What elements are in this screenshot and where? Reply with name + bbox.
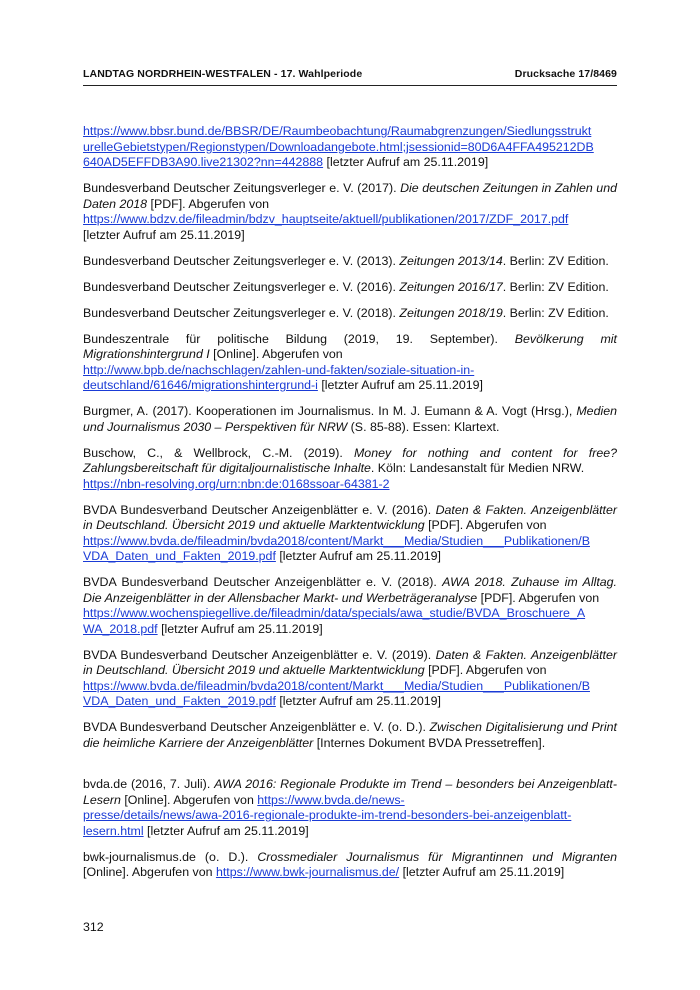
header-parliament: LANDTAG NORDRHEIN-WESTFALEN - 17. Wahlperiode <box>83 68 363 80</box>
reference-entry: bwk-journalismus.de (o. D.). Crossmedialer Journalismus für Migrantinnen und Migranten [Online]. Abgerufen von https://www.bwk-journalismus.de/ [letzter Aufruf am 25.11.2019] <box>83 849 617 879</box>
reference-title: Medien und Journalismus 2030 – Perspektiven für NRW <box>83 404 617 434</box>
reference-title: Bevölkerung mit Migrationshintergrund I <box>83 331 617 361</box>
reference-title: Daten & Fakten. Anzeigenblätter in Deutschland. Übersicht 2019 und aktuelle Marktentwicklung <box>83 502 617 532</box>
reference-link[interactable]: https://www.bvda.de/fileadmin/bvda2018/content/Markt___Media/Studien___Publikationen/B VDA_Daten_und_Fakten_2019.pdf <box>83 678 590 708</box>
reference-link[interactable]: https://www.bvda.de/news- presse/details/news/awa-2016-regionale-produkte-im-trend-besonders-bei-anzeigenblatt- lesern.html <box>83 792 572 838</box>
header-document-number: Drucksache 17/8469 <box>514 68 617 80</box>
reference-link[interactable]: https://www.bvda.de/fileadmin/bvda2018/content/Markt___Media/Studien___Publikationen/B VDA_Daten_und_Fakten_2019.pdf <box>83 533 590 563</box>
reference-access: [letzter Aufruf am 25.11.2019] <box>323 155 489 169</box>
reference-access: [letzter Aufruf am 25.11.2019] <box>275 694 441 708</box>
reference-title: AWA 2016: Regionale Produkte im Trend – besonders bei Anzeigenblatt-Lesern <box>83 777 617 807</box>
reference-title: Crossmedialer Journalismus für Migrantinnen und Migranten <box>257 849 617 864</box>
reference-link[interactable]: https://www.bbsr.bund.de/BBSR/DE/Raumbeobachtung/Raumabgrenzungen/Siedlungsstrukt urelleGebietstypen/Regionstypen/Downloadangebote.html;jsessionid=80D6A4FFA495212DB 640AD5EFFDB3A90.live21302?nn=442888 <box>83 124 594 169</box>
reference-title: Daten & Fakten. Anzeigenblätter in Deutschland. Übersicht 2019 und aktuelle Marktentwicklung <box>83 647 617 677</box>
reference-title: Money for nothing and content for free? Zahlungsbereitschaft für digitaljournalistische Inhalte <box>83 445 617 475</box>
reference-title: Zeitungen 2016/17 <box>399 279 503 294</box>
reference-link[interactable]: https://www.wochenspiegellive.de/fileadmin/data/specials/awa_studie/BVDA_Broschuere_A WA_2018.pdf <box>83 606 586 636</box>
reference-link[interactable]: https://www.bwk-journalismus.de/ <box>215 865 400 879</box>
reference-list <box>83 124 617 891</box>
reference-entry: Bundesverband Deutscher Zeitungsverleger e. V. (2018). Zeitungen 2018/19. Berlin: ZV Edition. <box>83 305 609 320</box>
reference-entry: Burgmer, A. (2017). Kooperationen im Journalismus. In M. J. Eumann & A. Vogt (Hrsg.), Medien und Journalismus 2030 – Perspektiven für NRW (S. 85-88). Essen: Klartext. <box>83 404 617 434</box>
reference-entry: BVDA Bundesverband Deutscher Anzeigenblätter e. V. (o. D.). Zwischen Digitalisierung und Print die heimliche Karriere der Anzeigenblätter [Internes Dokument BVDA Pressetreffen]. <box>83 720 617 750</box>
reference-entry: Bundesverband Deutscher Zeitungsverleger e. V. (2016). Zeitungen 2016/17. Berlin: ZV Edition. <box>83 279 609 294</box>
reference-title: Zeitungen 2018/19 <box>399 305 503 320</box>
reference-link[interactable]: http://www.bpb.de/nachschlagen/zahlen-und-fakten/soziale-situation-in- deutschland/61646/migrationshintergrund-i <box>83 362 475 392</box>
reference-title: AWA 2018. Zuhause im Alltag. Die Anzeigenblätter in der Allensbacher Markt- und Werbeträgeranalyse <box>83 575 617 605</box>
reference-entry: BVDA Bundesverband Deutscher Anzeigenblätter e. V. (2016). Daten & Fakten. Anzeigenblätter in Deutschland. Übersicht 2019 und aktuelle Marktentwicklung [PDF]. Abgerufen von https://www.bvda.de/fileadmin/bvda2018/content/Markt___Media/Studien___Publikationen/B VDA_Daten_und_Fakten_2019.pdf [letzter Aufruf am 25.11.2019] <box>83 502 617 563</box>
reference-entry: BVDA Bundesverband Deutscher Anzeigenblätter e. V. (2018). AWA 2018. Zuhause im Alltag. Die Anzeigenblätter in der Allensbacher Markt- und Werbeträgeranalyse [PDF]. Abgerufen von https://www.wochenspiegellive.de/fileadmin/data/specials/awa_studie/BVDA_Broschuere_A WA_2018.pdf [letzter Aufruf am 25.11.2019] <box>83 575 617 636</box>
reference-title: Zeitungen 2013/14 <box>399 253 503 268</box>
reference-title: Zwischen Digitalisierung und Print die heimliche Karriere der Anzeigenblätter <box>83 720 617 750</box>
reference-access: [letzter Aufruf am 25.11.2019] <box>83 227 245 242</box>
reference-entry: Buschow, C., & Wellbrock, C.-M. (2019). Money for nothing and content for free? Zahlungsbereitschaft für digitaljournalistische Inhalte. Köln: Landesanstalt für Medien NRW. https://nbn-resolving.org/urn:nbn:de:0168ssoar-64381-2 <box>83 445 617 491</box>
reference-entry: Bundesverband Deutscher Zeitungsverleger e. V. (2013). Zeitungen 2013/14. Berlin: ZV Edition. <box>83 253 609 268</box>
reference-link[interactable]: https://nbn-resolving.org/urn:nbn:de:0168ssoar-64381-2 <box>83 476 390 491</box>
page-number: 312 <box>83 920 104 934</box>
reference-entry: Bundeszentrale für politische Bildung (2019, 19. September). Bevölkerung mit Migrationshintergrund I [Online]. Abgerufen von http://www.bpb.de/nachschlagen/zahlen-und-fakten/soziale-situation-in- deutschland/61646/migrationshintergrund-i [letzter Aufruf am 25.11.2019] <box>83 331 617 392</box>
reference-access: [letzter Aufruf am 25.11.2019] <box>157 621 323 636</box>
reference-access: [letzter Aufruf am 25.11.2019] <box>317 378 483 392</box>
reference-entry: BVDA Bundesverband Deutscher Anzeigenblätter e. V. (2019). Daten & Fakten. Anzeigenblätter in Deutschland. Übersicht 2019 und aktuelle Marktentwicklung [PDF]. Abgerufen von https://www.bvda.de/fileadmin/bvda2018/content/Markt___Media/Studien___Publikationen/B VDA_Daten_und_Fakten_2019.pdf [letzter Aufruf am 25.11.2019] <box>83 647 617 708</box>
reference-link[interactable]: https://www.bdzv.de/fileadmin/bdzv_hauptseite/aktuell/publikationen/2017/ZDF_2017.pdf <box>83 212 569 226</box>
page-header <box>83 68 617 80</box>
header-rule <box>83 85 617 86</box>
reference-entry: Bundesverband Deutscher Zeitungsverleger e. V. (2017). Die deutschen Zeitungen in Zahlen und Daten 2018 [PDF]. Abgerufen von https://www.bdzv.de/fileadmin/bdzv_hauptseite/aktuell/publikationen/2017/ZDF_2017.pdf [letzter Aufruf am 25.11.2019] <box>83 181 617 242</box>
reference-access: [letzter Aufruf am 25.11.2019] <box>275 549 441 563</box>
reference-access: [letzter Aufruf am 25.11.2019] <box>399 865 565 879</box>
reference-entry: bvda.de (2016, 7. Juli). AWA 2016: Regionale Produkte im Trend – besonders bei Anzeigenblatt-Lesern [Online]. Abgerufen von https://www.bvda.de/news- presse/details/news/awa-2016-regionale-produkte-im-trend-besonders-bei-anzeigenblatt- lesern.html [letzter Aufruf am 25.11.2019] <box>83 777 617 838</box>
reference-access: [letzter Aufruf am 25.11.2019] <box>143 823 309 838</box>
reference-title: Die deutschen Zeitungen in Zahlen und Daten 2018 <box>83 181 617 211</box>
reference-entry <box>83 124 617 171</box>
